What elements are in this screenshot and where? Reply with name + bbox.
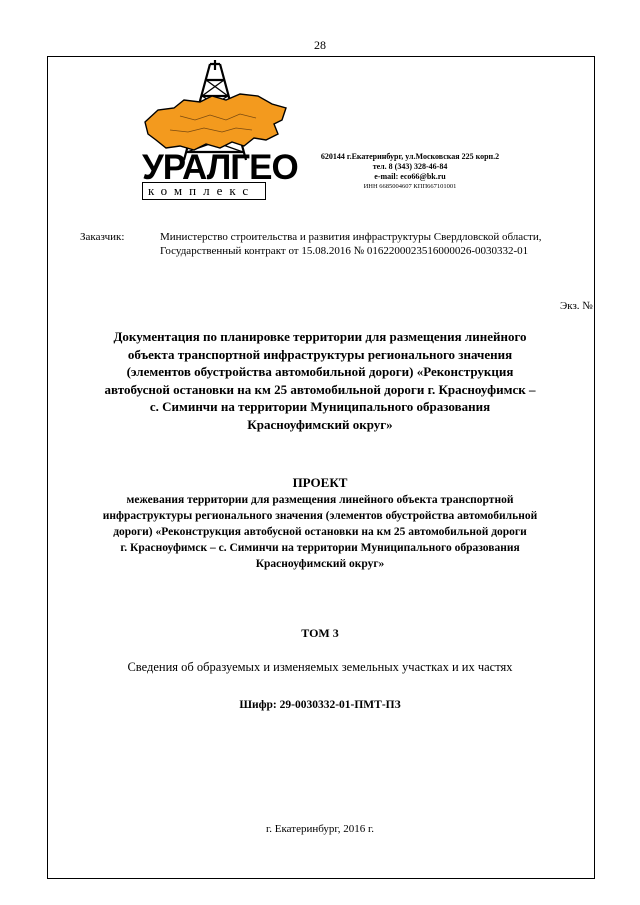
brand-name: УРАЛГЕО [142, 148, 298, 187]
customer-text [160, 230, 610, 258]
title-line: Красноуфимский округ» [247, 416, 393, 432]
project-heading: ПРОЕКТ [292, 475, 348, 490]
city-year: г. Екатеринбург, 2016 г. [266, 823, 374, 835]
company-phone: тел. 8 (343) 328-46-84 [372, 162, 448, 171]
project-line: г. Красноуфимск – с. Симинчи на территории Муниципального образования [120, 542, 520, 554]
volume-heading: ТОМ 3 [301, 626, 339, 640]
project-description [75, 492, 565, 572]
title-line: Документация по планировке территории для размещения линейного [113, 329, 527, 344]
document-title [90, 328, 550, 433]
title-line: с. Симинчи на территории Муниципального образования [149, 399, 491, 414]
company-address: 620144 г.Екатеринбург, ул.Московская 225 корп.2 [320, 152, 500, 161]
page-number: 28 [314, 38, 326, 52]
company-contacts [300, 152, 520, 192]
customer-line-1: Министерство строительства и развития инфраструктуры Свердловской области, [160, 231, 542, 243]
customer-label: Заказчик: [80, 231, 125, 243]
document-cipher: Шифр: 29-0030332-01-ПМТ-ПЗ [239, 699, 401, 711]
title-line: объекта транспортной инфраструктуры регионального значения [127, 346, 513, 362]
russia-map-icon [145, 94, 286, 150]
company-email: e-mail: eco66@bk.ru [374, 172, 446, 181]
customer-line-2: Государственный контракт от 15.08.2016 № 0162200023516000026-0030332-01 [160, 245, 529, 257]
company-inn: ИНН 6685004607 КПП667101001 [363, 183, 457, 190]
title-line: (элементов обустройства автомобильной дороги) «Реконструкция [126, 364, 514, 379]
project-line: Красноуфимский округ» [255, 558, 385, 570]
copy-number: Экз. № [560, 300, 593, 312]
volume-subtitle: Сведения об образуемых и изменяемых земельных участках и их частях [127, 660, 513, 674]
project-line: дороги) «Реконструкция автобусной остановки на км 25 автомобильной дороги [113, 526, 527, 538]
project-line: межевания территории для размещения линейного объекта транспортной [126, 494, 514, 506]
title-line: автобусной остановки на км 25 автомобильной дороги г. Красноуфимск – [104, 381, 536, 397]
project-line: инфраструктуры регионального значения (элементов обустройства автомобильной [102, 510, 538, 522]
brand-subtitle: комплекс [148, 183, 256, 198]
